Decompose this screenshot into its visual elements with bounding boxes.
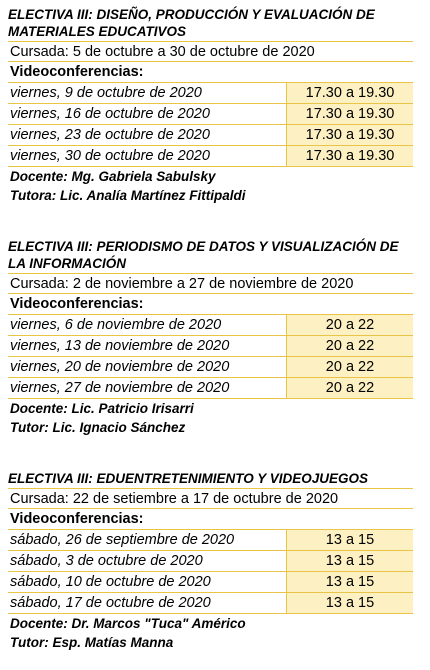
videoconf-label: Videoconferencias: <box>10 296 144 312</box>
session-time: 20 a 22 <box>286 336 413 356</box>
session-time: 20 a 22 <box>286 357 413 377</box>
cursada-text: Cursada: 22 de setiembre a 17 de octubre de 2020 <box>10 490 339 507</box>
cursada-row <box>8 273 413 294</box>
docente-line: Docente: Lic. Patricio Irisarri <box>10 401 194 416</box>
course-title: ELECTIVA III: DISEÑO, PRODUCCIÓN Y EVALUACIÓN DE MATERIALES EDUCATIVOS <box>8 7 375 39</box>
session-row <box>8 551 413 572</box>
course-block-1 <box>8 6 413 205</box>
session-time: 13 a 15 <box>286 593 413 613</box>
session-time: 13 a 15 <box>286 551 413 571</box>
videoconf-row <box>8 294 413 315</box>
session-row <box>8 357 413 378</box>
tutor-line: Tutor: Esp. Matías Manna <box>10 635 174 650</box>
cursada-row <box>8 488 413 509</box>
session-date: sábado, 17 de octubre de 2020 <box>10 595 211 611</box>
session-date: sábado, 10 de octubre de 2020 <box>10 574 211 590</box>
session-row <box>8 378 413 399</box>
course-block-3 <box>8 470 413 652</box>
session-row <box>8 572 413 593</box>
session-row <box>8 530 413 551</box>
session-time: 17.30 a 19.30 <box>286 146 413 166</box>
tutor-line: Tutora: Lic. Analía Martínez Fittipaldi <box>10 188 246 203</box>
session-time: 17.30 a 19.30 <box>286 83 413 103</box>
session-date: viernes, 20 de noviembre de 2020 <box>10 359 230 375</box>
session-row <box>8 104 413 125</box>
session-time: 13 a 15 <box>286 572 413 592</box>
session-date: viernes, 23 de octubre de 2020 <box>10 127 210 143</box>
session-row <box>8 83 413 104</box>
videoconf-label: Videoconferencias: <box>10 64 144 80</box>
session-time: 20 a 22 <box>286 315 413 335</box>
videoconf-row <box>8 509 413 530</box>
session-date: viernes, 16 de octubre de 2020 <box>10 106 210 122</box>
docente-line: Docente: Mg. Gabriela Sabulsky <box>10 169 216 184</box>
session-time: 20 a 22 <box>286 378 413 398</box>
course-title: ELECTIVA III: PERIODISMO DE DATOS Y VISUALIZACIÓN DE LA INFORMACIÓN <box>8 239 399 271</box>
session-date: viernes, 6 de noviembre de 2020 <box>10 317 222 333</box>
cursada-text: Cursada: 2 de noviembre a 27 de noviembre de 2020 <box>10 275 354 292</box>
session-row <box>8 146 413 167</box>
session-date: viernes, 9 de octubre de 2020 <box>10 85 202 101</box>
session-time: 13 a 15 <box>286 530 413 550</box>
cursada-row <box>8 41 413 62</box>
tutor-line: Tutor: Lic. Ignacio Sánchez <box>10 420 186 435</box>
session-date: viernes, 30 de octubre de 2020 <box>10 148 210 164</box>
session-time: 17.30 a 19.30 <box>286 104 413 124</box>
course-block-2 <box>8 238 413 437</box>
session-row <box>8 336 413 357</box>
session-row <box>8 315 413 336</box>
videoconf-label: Videoconferencias: <box>10 511 144 527</box>
session-time: 17.30 a 19.30 <box>286 125 413 145</box>
cursada-text: Cursada: 5 de octubre a 30 de octubre de 2020 <box>10 43 315 60</box>
session-row <box>8 593 413 614</box>
session-date: sábado, 3 de octubre de 2020 <box>10 553 203 569</box>
session-date: viernes, 13 de noviembre de 2020 <box>10 338 230 354</box>
videoconf-row <box>8 62 413 83</box>
session-date: viernes, 27 de noviembre de 2020 <box>10 380 230 396</box>
course-title: ELECTIVA III: EDUENTRETENIMIENTO Y VIDEOJUEGOS <box>8 471 369 486</box>
session-date: sábado, 26 de septiembre de 2020 <box>10 532 235 548</box>
docente-line: Docente: Dr. Marcos "Tuca" Américo <box>10 616 246 631</box>
session-row <box>8 125 413 146</box>
